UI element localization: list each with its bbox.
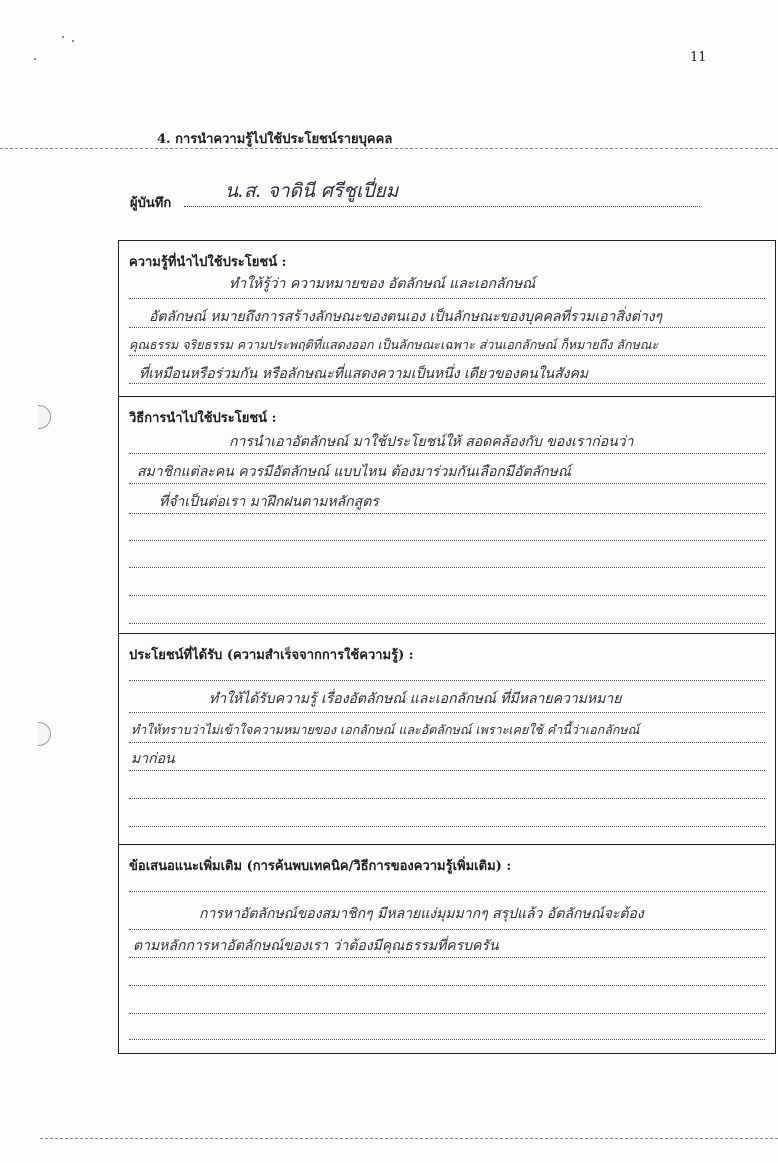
dotted-line	[129, 1039, 765, 1040]
section-knowledge-used	[119, 241, 775, 396]
dotted-line	[129, 891, 765, 892]
dotted-line	[129, 298, 765, 299]
handwritten-line: ตามหลักการหาอัตลักษณ์ของเรา ว่าต้องมีคุณธรรมที่ครบครัน	[133, 938, 499, 954]
binder-hole-bottom	[38, 722, 51, 746]
handwritten-line: การนำเอาอัตลักษณ์ มาใช้ประโยชน์ให้ สอดคล้องกับ ของเราก่อนว่า	[229, 434, 634, 450]
knowledge-form	[118, 240, 776, 1054]
title-divider	[0, 148, 778, 149]
dotted-line	[129, 957, 765, 958]
handwritten-line: ทำให้รู้ว่า ความหมายของ อัตลักษณ์ และเอกลักษณ์	[229, 276, 536, 292]
dotted-line	[129, 798, 765, 799]
dotted-line	[129, 712, 765, 713]
page-number: 11	[690, 50, 707, 65]
handwritten-line: การหาอัตลักษณ์ของสมาชิกๆ มีหลายแง่มุมมากๆ สรุปแล้ว อัตลักษณ์จะต้อง	[199, 906, 644, 922]
bottom-divider	[40, 1138, 778, 1139]
dotted-line	[129, 985, 765, 986]
recorder-label: ผู้บันทึก	[130, 196, 172, 211]
scan-speck	[72, 40, 74, 42]
dotted-line	[129, 595, 765, 596]
recorder-fill-line	[184, 206, 700, 207]
binder-hole-top	[38, 405, 51, 429]
dotted-line	[129, 383, 765, 384]
scan-speck	[34, 58, 36, 60]
section-heading: ความรู้ที่นำไปใช้ประโยชน์ :	[129, 255, 287, 270]
dotted-line	[129, 742, 765, 743]
dotted-line	[129, 1013, 765, 1014]
dotted-line	[129, 770, 765, 771]
dotted-line	[129, 540, 765, 541]
handwritten-line: ทำให้ได้รับความรู้ เรื่องอัตลักษณ์ และเอกลักษณ์ ที่มีหลายความหมาย	[209, 691, 622, 707]
recorder-name: น.ส. จาดินี ศรีชูเปี่ยม	[225, 180, 399, 202]
section-usage-method	[119, 396, 775, 633]
dotted-line	[129, 327, 765, 328]
handwritten-line: มาก่อน	[131, 751, 175, 767]
scan-speck	[62, 36, 64, 38]
dotted-line	[129, 826, 765, 827]
handwritten-line: คุณธรรม จริยธรรม ความประพฤติที่แสดงออก เป็นลักษณะเฉพาะ ส่วนเอกลักษณ์ ก็หมายถึง ลักษณะ	[129, 337, 659, 352]
section-benefits	[119, 633, 775, 844]
dotted-line	[129, 929, 765, 930]
handwritten-line: สมาชิกแต่ละคน ควรมีอัตลักษณ์ แบบไหน ต้องมาร่วมกันเลือกมีอัตลักษณ์	[137, 464, 571, 480]
dotted-line	[129, 567, 765, 568]
dotted-line	[129, 453, 765, 454]
dotted-line	[129, 513, 765, 514]
section-heading: วิธีการนำไปใช้ประโยชน์ :	[129, 411, 277, 426]
handwritten-line: ทำให้ทราบว่าไม่เข้าใจความหมายของ เอกลักษณ์ และอัตลักษณ์ เพราะเคยใช้ คำนี้ว่าเอกลักษณ์	[131, 722, 640, 737]
handwritten-line: ที่จำเป็นต่อเรา มาฝึกฝนตามหลักสูตร	[159, 494, 379, 510]
handwritten-line: อัตลักษณ์ หมายถึงการสร้างลักษณะของตนเอง เป็นลักษณะของบุคคลที่รวมเอาสิ่งต่างๆ	[149, 309, 663, 325]
dotted-line	[129, 623, 765, 624]
section-heading: ข้อเสนอแนะเพิ่มเติม (การค้นพบเทคนิค/วิธีการของความรู้เพิ่มเติม) :	[129, 859, 512, 874]
section-title: 4. การนำความรู้ไปใช้ประโยชน์รายบุคคล	[157, 132, 393, 147]
handwritten-line: ที่เหมือนหรือร่วมกัน หรือลักษณะที่แสดงความเป็นหนึ่ง เดียวของคนในสังคม	[139, 366, 589, 382]
section-heading: ประโยชน์ที่ได้รับ (ความสำเร็จจากการใช้ความรู้) :	[129, 648, 414, 663]
dotted-line	[129, 355, 765, 356]
dotted-line	[129, 483, 765, 484]
dotted-line	[129, 680, 765, 681]
section-suggestions	[119, 844, 775, 1052]
